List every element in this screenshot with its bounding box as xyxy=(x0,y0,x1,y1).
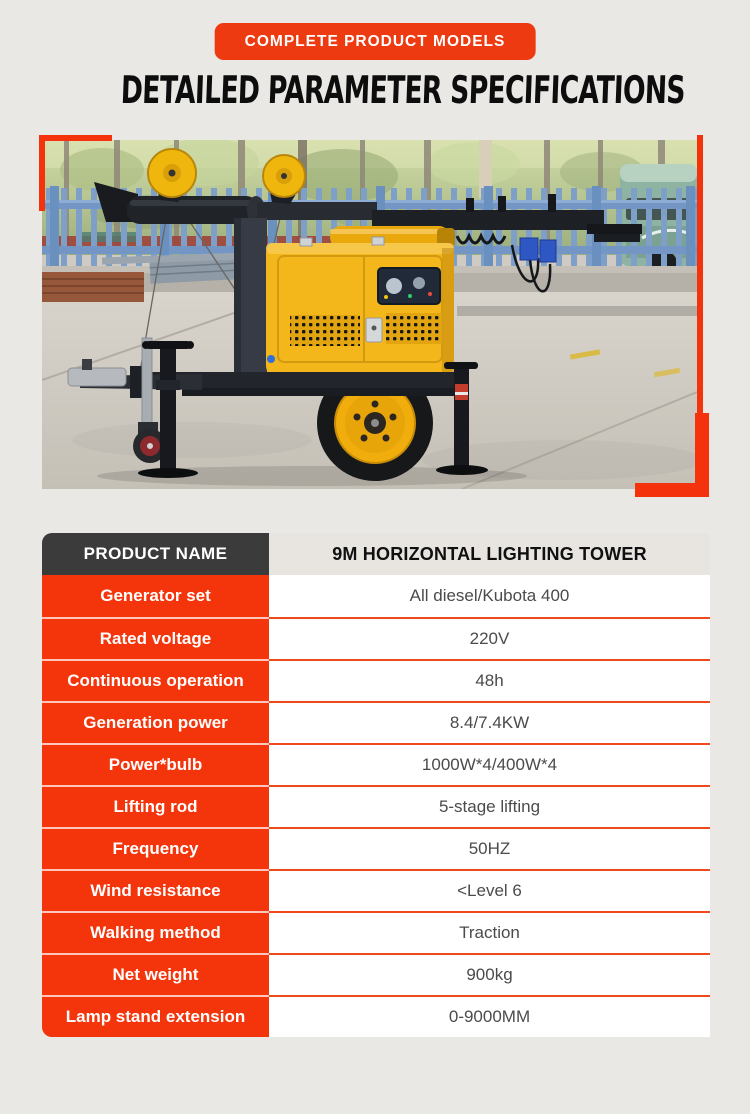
row-label: Continuous operation xyxy=(42,659,269,701)
row-label: Lamp stand extension xyxy=(42,995,269,1037)
row-value: 5-stage lifting xyxy=(269,785,710,827)
row-label: Frequency xyxy=(42,827,269,869)
row-value: <Level 6 xyxy=(269,869,710,911)
row-label: Wind resistance xyxy=(42,869,269,911)
lighting-tower-illustration xyxy=(42,140,697,489)
table-row xyxy=(42,617,710,659)
row-value: 50HZ xyxy=(269,827,710,869)
product-photo xyxy=(42,140,697,489)
row-value: All diesel/Kubota 400 xyxy=(269,575,710,617)
table-row xyxy=(42,659,710,701)
row-label: Generation power xyxy=(42,701,269,743)
row-value: 48h xyxy=(269,659,710,701)
ground-pipe xyxy=(457,306,697,316)
corner-accent-top-left-vertical xyxy=(39,135,45,211)
valve xyxy=(267,355,275,363)
models-badge xyxy=(215,23,536,60)
row-value: 8.4/7.4KW xyxy=(269,701,710,743)
row-label: Walking method xyxy=(42,911,269,953)
table-row xyxy=(42,953,710,995)
row-value: Traction xyxy=(269,911,710,953)
spec-table xyxy=(42,533,710,1037)
corner-accent-right-bar xyxy=(697,135,703,415)
row-label: Net weight xyxy=(42,953,269,995)
table-row xyxy=(42,827,710,869)
table-row xyxy=(42,785,710,827)
product-name-value: 9M HORIZONTAL LIGHTING TOWER xyxy=(269,533,710,575)
corner-accent-bottom-right-horizontal xyxy=(635,483,709,497)
table-header-row xyxy=(42,533,710,575)
control-panel xyxy=(378,268,440,304)
table-row xyxy=(42,995,710,1037)
page-title-text: DETAILED PARAMETER SPECIFICATIONS xyxy=(120,68,686,112)
product-name-label: PRODUCT NAME xyxy=(42,533,269,575)
row-label: Rated voltage xyxy=(42,617,269,659)
row-value: 1000W*4/400W*4 xyxy=(269,743,710,785)
table-row xyxy=(42,869,710,911)
table-row xyxy=(42,911,710,953)
row-label: Generator set xyxy=(42,575,269,617)
table-row xyxy=(42,575,710,617)
corner-accent-top-left-horizontal xyxy=(39,135,112,141)
row-value: 900kg xyxy=(269,953,710,995)
row-value: 0-9000MM xyxy=(269,995,710,1037)
row-label: Lifting rod xyxy=(42,785,269,827)
page-title xyxy=(0,70,750,111)
lamp-holder-2 xyxy=(540,240,556,262)
lamp-holder-1 xyxy=(520,238,538,260)
table-row xyxy=(42,743,710,785)
row-value: 220V xyxy=(269,617,710,659)
mast-column-shade xyxy=(234,218,241,380)
generator-box xyxy=(266,237,454,376)
models-badge-label: COMPLETE PRODUCT MODELS xyxy=(244,33,506,50)
table-row xyxy=(42,701,710,743)
row-label: Power*bulb xyxy=(42,743,269,785)
